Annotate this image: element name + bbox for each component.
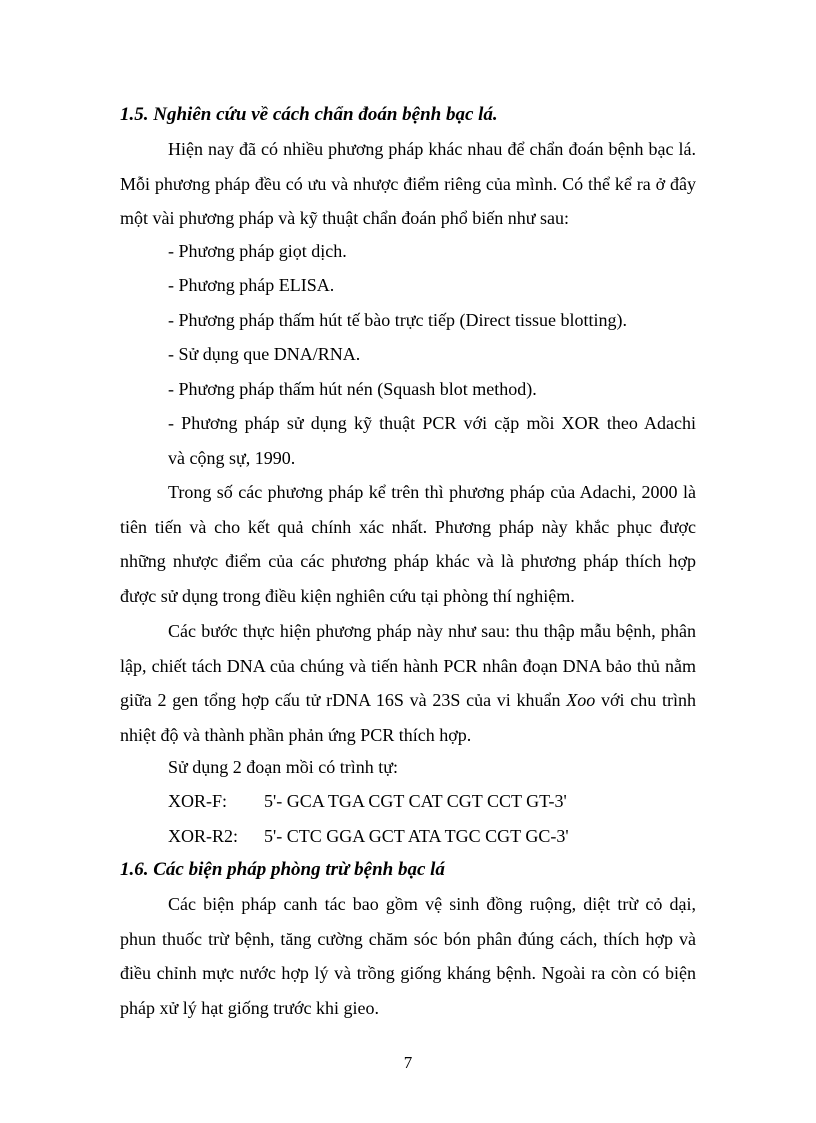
steps-text-after: với chu trình nhiệt độ và thành phần phản ứng PCR thích hợp. <box>120 690 696 745</box>
control-measures-paragraph: Các biện pháp canh tác bao gồm vệ sinh đồng ruộng, diệt trừ cỏ dại, phun thuốc trừ bệnh, tăng cường chăm sóc bón phân đúng cách, thích hợp và điều chỉnh mực nước hợp lý và trồng giống kháng bệnh. Ngoài ra còn có biện pháp xử lý hạt giống trước khi gieo. <box>120 894 696 1018</box>
intro-paragraph: Hiện nay đã có nhiều phương pháp khác nhau để chẩn đoán bệnh bạc lá. Mỗi phương pháp đều có ưu và nhược điểm riêng của mình. Có thể kể ra ở đây một vài phương pháp và kỹ thuật chẩn đoán phổ biến như sau: <box>120 139 696 228</box>
primer-sequence: 5'- GCA TGA CGT CAT CGT CCT GT-3' <box>264 791 567 811</box>
steps-text-before: Các bước thực hiện phương pháp này như sau: thu thập mẫu bệnh, phân lập, chiết tách DNA của chúng và tiến hành PCR nhân đoạn DNA bảo thủ nằm giữa 2 gen tổng hợp cấu tử rDNA 16S và 23S của vi khuẩn <box>120 621 696 710</box>
primer-row <box>168 791 567 812</box>
page-number: 7 <box>403 1053 413 1072</box>
steps-paragraph <box>120 614 696 752</box>
pathogen-name: Xoo <box>566 690 596 710</box>
primer-row <box>168 826 569 847</box>
primer-name: XOR-F: <box>168 791 228 811</box>
primer-sequence: 5'- CTC GGA GCT ATA TGC CGT GC-3' <box>264 826 569 846</box>
bullet-item: - Phương pháp ELISA. <box>168 275 335 295</box>
primer-name: XOR-R2: <box>168 826 239 846</box>
bullet-item: - Sử dụng que DNA/RNA. <box>168 344 361 364</box>
comparison-paragraph: Trong số các phương pháp kể trên thì phương pháp của Adachi, 2000 là tiên tiến và cho kết quả chính xác nhất. Phương pháp này khắc phục được những nhược điểm của các phương pháp khác và là phương pháp thích hợp được sử dụng trong điều kiện nghiên cứu tại phòng thí nghiệm. <box>120 482 696 606</box>
bullet-item: - Phương pháp thấm hút tế bào trực tiếp (Direct tissue blotting). <box>168 310 627 330</box>
section-1-5-heading: 1.5. Nghiên cứu về cách chẩn đoán bệnh bạc lá. <box>120 104 498 125</box>
section-1-6-heading: 1.6. Các biện pháp phòng trừ bệnh bạc lá <box>120 859 445 880</box>
primer-intro: Sử dụng 2 đoạn mồi có trình tự: <box>168 757 399 777</box>
bullet-item-continuation: và cộng sự, 1990. <box>168 448 296 468</box>
bullet-item: - Phương pháp sử dụng kỹ thuật PCR với cặp mồi XOR theo Adachi <box>168 413 696 433</box>
bullet-item: - Phương pháp giọt dịch. <box>168 241 347 261</box>
bullet-item: - Phương pháp thấm hút nén (Squash blot method). <box>168 379 537 399</box>
